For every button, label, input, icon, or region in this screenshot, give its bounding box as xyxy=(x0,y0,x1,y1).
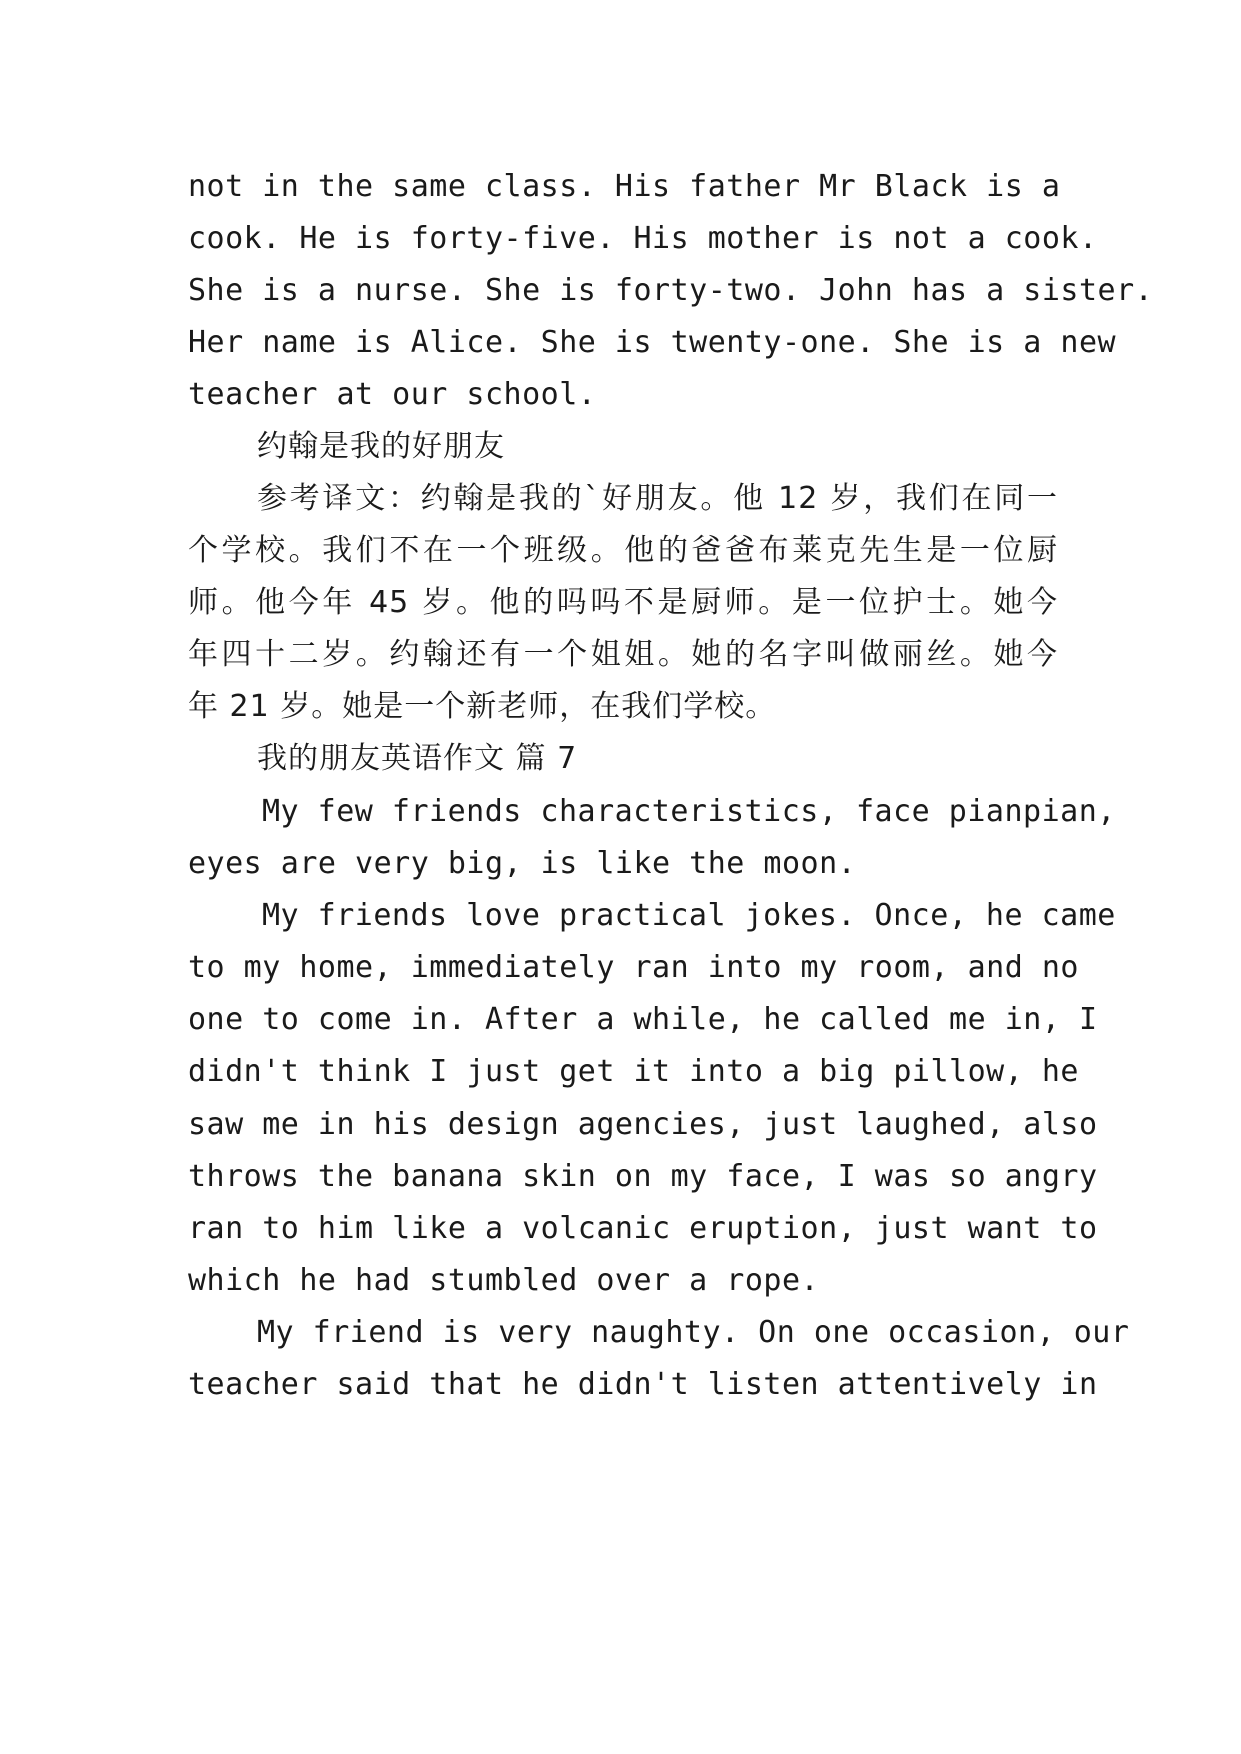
translation-line: 年 21 岁。她是一个新老师，在我们学校。 xyxy=(188,689,777,724)
paragraph-line: ran to him like a volcanic eruption, just want to xyxy=(188,1211,1098,1246)
paragraph-line: which he had stumbled over a rope. xyxy=(188,1263,820,1298)
paragraph-line: to my home, immediately ran into my room, and no xyxy=(188,950,1079,985)
translation-line: 师。他今年 45 岁。他的吗吗不是厨师。是一位护士。她今 xyxy=(188,585,1058,620)
paragraph-line: saw me in his design agencies, just laughed, also xyxy=(188,1107,1098,1142)
paragraph-line: cook. He is forty-five. His mother is not a cook. xyxy=(188,221,1098,256)
paragraph-line: throws the banana skin on my face, I was so angry xyxy=(188,1159,1098,1194)
essay-heading: 我的朋友英语作文 篇 7 xyxy=(257,741,578,776)
paragraph-line: teacher said that he didn't listen attentively in xyxy=(188,1367,1098,1402)
paragraph-line: She is a nurse. She is forty-two. John has a sister. xyxy=(188,273,1154,308)
paragraph-line: not in the same class. His father Mr Black is a xyxy=(188,169,1061,204)
section-title: 约翰是我的好朋友 xyxy=(257,429,505,464)
translation-line: 参考译文：约翰是我的`好朋友。他 12 岁，我们在同一 xyxy=(257,481,1058,516)
paragraph-line: eyes are very big, is like the moon. xyxy=(188,846,857,881)
paragraph-line: Her name is Alice. She is twenty-one. She is a new xyxy=(188,325,1117,360)
translation-line: 年四十二岁。约翰还有一个姐姐。她的名字叫做丽丝。她今 xyxy=(188,637,1058,672)
paragraph-line: My few friends characteristics, face pianpian, xyxy=(262,794,1116,829)
paragraph-line: didn't think I just get it into a big pillow, he xyxy=(188,1054,1079,1089)
paragraph-line: one to come in. After a while, he called me in, I xyxy=(188,1002,1098,1037)
paragraph-line: teacher at our school. xyxy=(188,377,597,412)
paragraph-line: My friends love practical jokes. Once, he came xyxy=(262,898,1116,933)
translation-line: 个学校。我们不在一个班级。他的爸爸布莱克先生是一位厨 xyxy=(188,533,1058,568)
paragraph-line: My friend is very naughty. On one occasion, our xyxy=(257,1315,1130,1350)
